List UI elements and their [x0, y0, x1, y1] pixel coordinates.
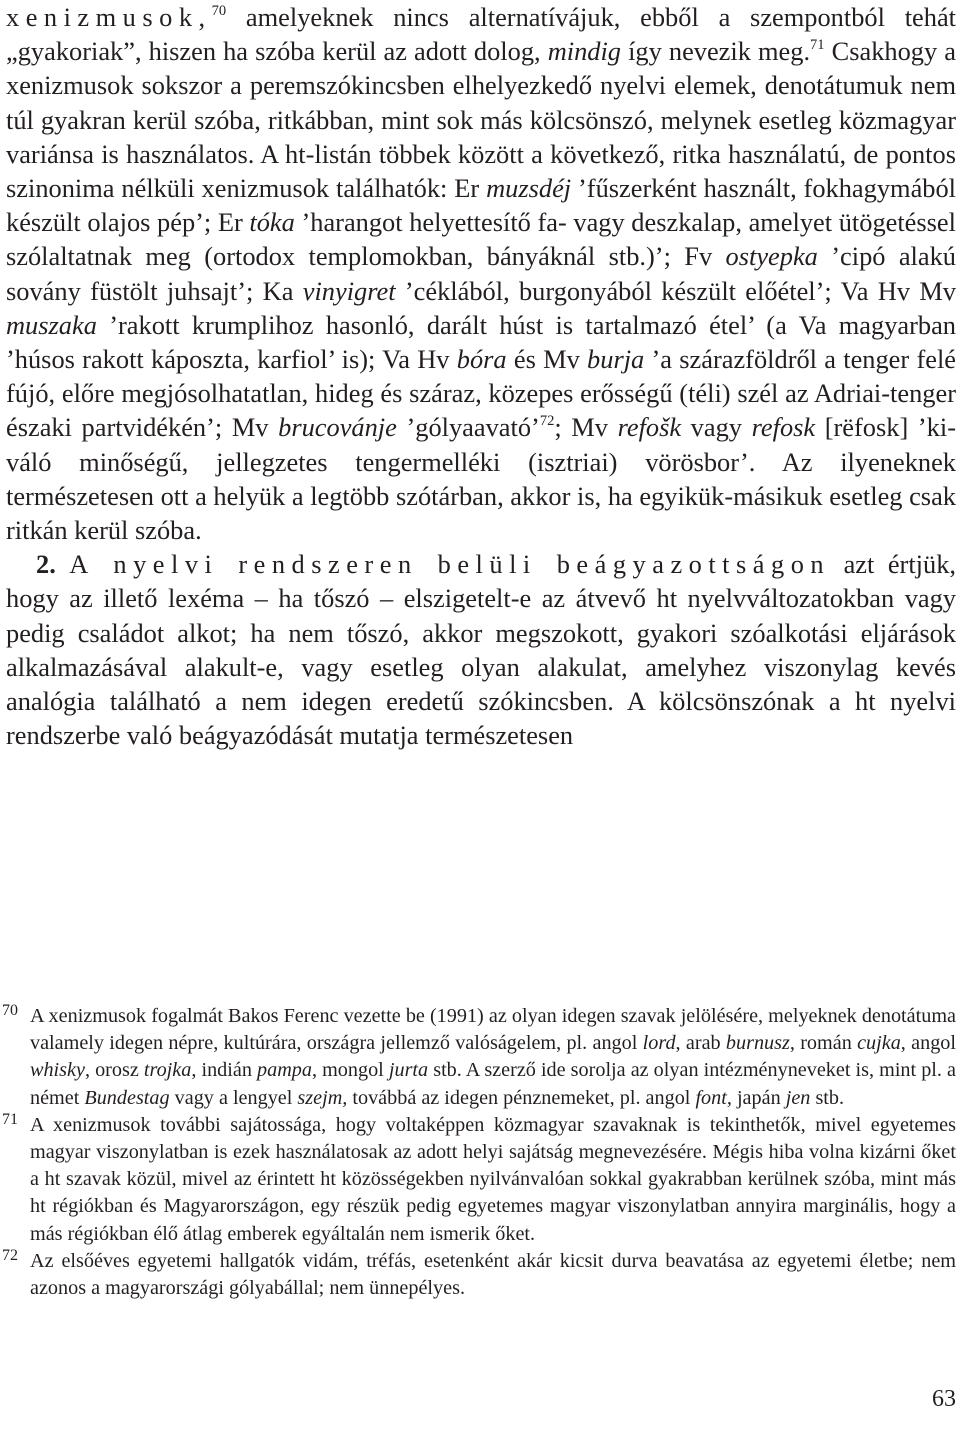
footnote-number: 71 [2, 1110, 18, 1128]
footnote-number: 72 [2, 1246, 18, 1264]
spaced-term: xenizmusok, [6, 2, 212, 32]
footnote-70: 70 A xenizmusok fogalmát Bakos Ferenc vezette be (1991) az olyan idegen szavak jelölésére, melyeknek denotátuma valamely idegen népre, kultúrára, országra jellemző valóságelem, pl. angol lord, arab burnusz, román cujka, angol whisky, orosz trojka, indián pampa, mongol jurta stb. A szerző ide sorolja az olyan intézményneveket is, mint pl. a német Bundestag vagy a lengyel szejm, továbbá az idegen pénznemeket, pl. angol font, japán jen stb. [6, 1003, 956, 1112]
page-content [6, 0, 956, 752]
footnote-71: 71 A xenizmusok további sajátossága, hogy voltaképpen közmagyar szavaknak is tekinthetők, mivel egyetemes magyar viszonylatban is ezek használatosak az adott helyi sajátság megnevezésére. Mégis hiba volna kizárni őket a ht szavak közül, mivel az érintett ht közösségekben nyilvánvalóan sokkal gyakrabban kerülnek szóba, mint más ht régiókban és Magyarországon, egy részük pedig egyetemes magyar viszonylatban annyira marginális, hogy a más régiókban élő átlag emberek egyáltalán nem ismerik őket. [6, 1112, 956, 1248]
footnote-72: 72 Az elsőéves egyetemi hallgatók vidám, tréfás, esetenként akár kicsit durva beavatása az egyetemi életbe; nem azonos a magyarországi gólyabállal; nem ünnepélyes. [6, 1248, 956, 1302]
footnote-ref-70[interactable]: 70 [211, 3, 227, 20]
main-text [6, 0, 956, 752]
page-number: 63 [932, 1386, 956, 1412]
section-heading: A nyelvi rendszeren belüli beágyazottságon [69, 549, 831, 580]
paragraph-xenizmusok: xenizmusok,$^{70}$ amelyeknek nincs alternatívájuk, ebből a szempontból tehát „gyakoriak”, hiszen ha szóba kerül az adott dolog, mindig így nevezik meg.$^{71}$ Csakhogy a xenizmusok sokszor a peremszókincsben elhelyezkedő nyelvi elemek, denotátumuk nem túl gyakran kerül szóba, ritkábban, mint sok más kölcsönszó, melynek esetleg közmagyar variánsa is használatos. A ht-listán többek között a következő, ritka használatú, de pontos szinonima nélküli xenizmusok találhatók: Er muzsdéj ’fűszerként használt, fokhagymából készült olajos pép’; Er tóka ’harangot helyettesítő fa- vagy deszkalap, amelyet ütögetéssel szólaltatnak meg (ortodox templomokban, bányáknál stb.)’; Fv ostyepka ’cipó alakú sovány füstölt juhsajt’; Ka vinyigret ’céklából, burgonyából készült előétel’; Va Hv Mv muszaka ’rakott krumplihoz hasonló, darált húst is tartalmazó étel’ (a Va magyarban ’húsos rakott káposzta, karfiol’ is); Va Hv bóra és Mv burja ’a szárazföldről a tenger felé fújó, előre megjósolhatatlan, hideg és száraz, közepes erősségű (téli) szél az Adriai-tenger északi partvidékén’; Mv brucovánje ’gólyaavató’$^{72}$; Mv refošk vagy refosk [rëfosk] ’kiváló minőségű, jellegzetes tengermelléki (isztriai) vörösbor’. Az ilyeneknek természetesen ott a helyük a legtöbb szótárban, akkor is, ha egyikük-másikuk esetleg csak ritkán kerül szóba. [6, 2, 957, 546]
footnotes [2, 1002, 956, 1302]
footnote-ref-71[interactable]: 71 [810, 37, 825, 54]
footnote-ref-72[interactable]: 72 [539, 413, 555, 430]
footnote-number: 70 [2, 1002, 18, 1019]
paragraph-section-2: 2. A nyelvi rendszeren belüli beágyazottságon azt értjük, hogy az illető lexéma – ha tőszó – elszigetelt-e az átvevő ht nyelvváltozatokban vagy pedig családot alkot; ha nem tőszó, akkor megszokott, gyakori szóalkotási eljárások alkalmazásával alakult-e, vagy esetleg olyan alakulat, amelyhez viszonylag kevés analógia található a nem idegen eredetű szókincsben. A kölcsönszónak a ht nyelvi rendszerbe való beágyazódását mutatja természetesen [6, 549, 956, 751]
section-number: 2. [36, 549, 56, 580]
